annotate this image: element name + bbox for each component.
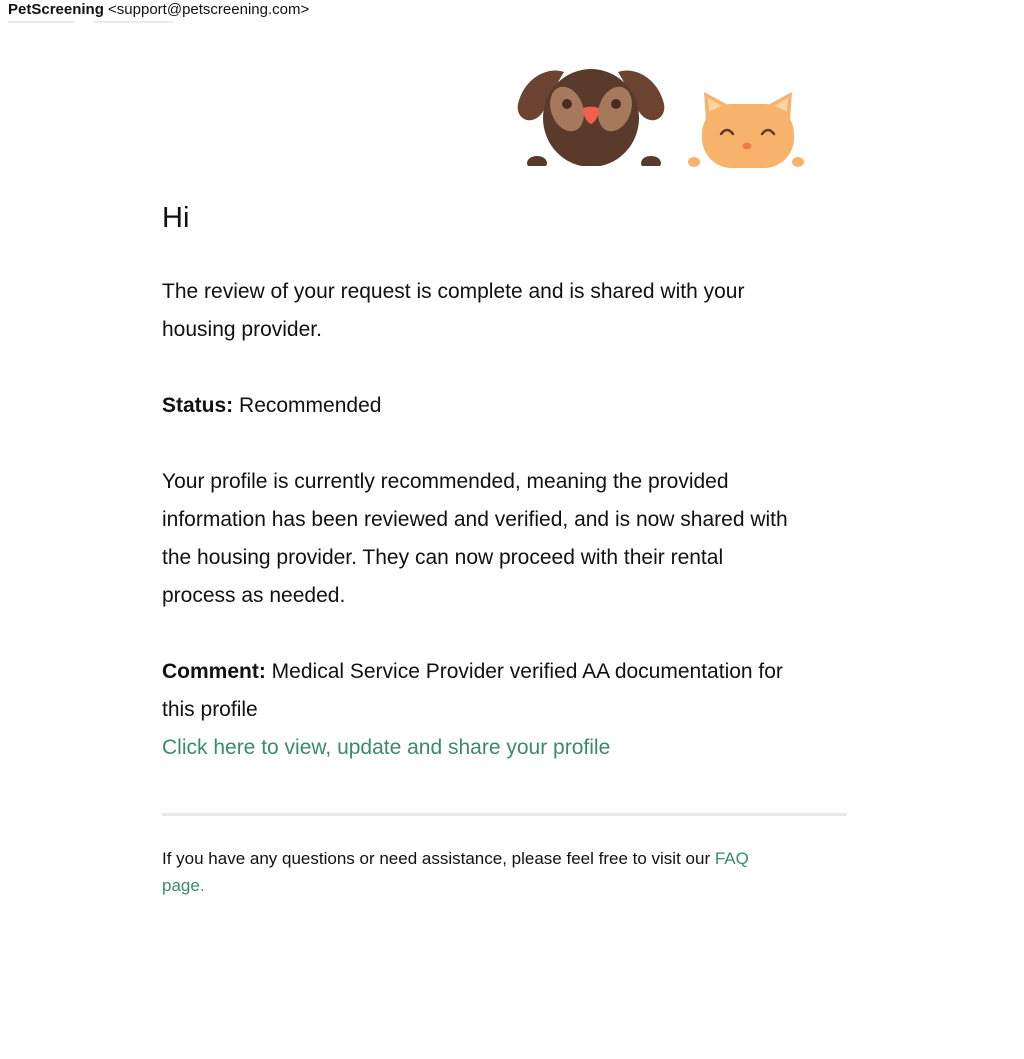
status-label: Status: — [162, 394, 234, 417]
spacer — [162, 615, 852, 653]
profile-link-line — [162, 729, 852, 767]
status-line — [162, 387, 852, 425]
sender-email: <support@petscreening.com> — [108, 1, 310, 18]
recommendation-explanation — [162, 463, 852, 615]
email-sender-line — [8, 0, 309, 20]
view-update-share-profile-link[interactable]: Click here to view, update and share your profile — [162, 736, 611, 759]
footer-help-text — [162, 845, 852, 899]
sender-name: PetScreening — [8, 1, 104, 18]
review-complete-message — [162, 273, 852, 349]
explanation-line-1: Your profile is currently recommended, meaning the provided — [162, 470, 729, 493]
review-message-line-1: The review of your request is complete and is shared with your — [162, 280, 745, 303]
comment-value-line-1: Medical Service Provider verified AA documentation for — [265, 660, 783, 683]
footer-divider — [162, 813, 847, 816]
status-value: Recommended — [233, 394, 382, 417]
spacer — [162, 425, 852, 463]
explanation-line-2: information has been reviewed and verified, and is now shared with — [162, 508, 788, 531]
cat-icon — [688, 92, 804, 168]
review-message-line-2: housing provider. — [162, 318, 322, 341]
comment-value-line-2: this profile — [162, 698, 258, 721]
comment-line — [162, 653, 852, 729]
email-body — [162, 196, 852, 767]
greeting: Hi — [162, 202, 190, 234]
header-faint-line — [8, 21, 173, 23]
dog-and-cat-illustration — [510, 62, 810, 168]
faq-link[interactable]: FAQ — [714, 849, 749, 868]
comment-label: Comment: — [162, 660, 266, 683]
footer-help-line-1: If you have any questions or need assistance, please feel free to visit our — [162, 849, 715, 868]
explanation-line-4: process as needed. — [162, 584, 346, 607]
spacer — [162, 349, 852, 387]
explanation-line-3: the housing provider. They can now proceed with their rental — [162, 546, 724, 569]
faq-page-link[interactable]: page. — [162, 876, 205, 895]
